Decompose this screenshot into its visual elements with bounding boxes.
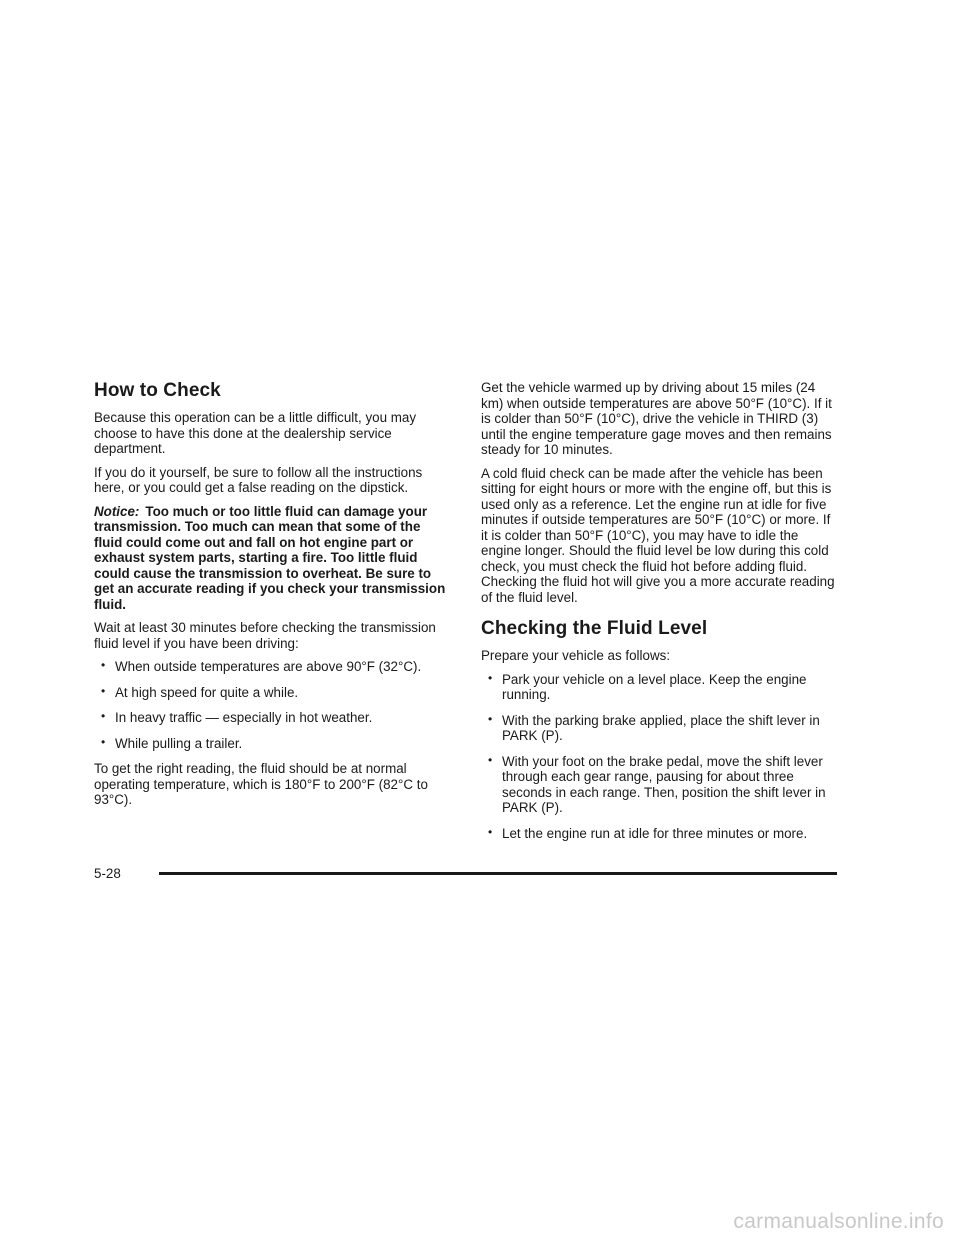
bullet-list bbox=[94, 659, 448, 751]
section-heading-checking-fluid-level: Checking the Fluid Level bbox=[481, 618, 708, 639]
bullet-icon: • bbox=[101, 709, 106, 723]
paragraph: If you do it yourself, be sure to follow all the instructions here, or you could get a false reading on the dipstick. bbox=[94, 464, 423, 495]
page-number: 5-28 bbox=[94, 866, 121, 881]
section-heading-how-to-check: How to Check bbox=[94, 380, 221, 401]
list-item-text: With your foot on the brake pedal, move the shift lever through each gear range, pausing for about three seconds in each range. Then, position the shift lever in PARK (P). bbox=[502, 753, 826, 815]
list-item-text: In heavy traffic — especially in hot weather. bbox=[115, 710, 373, 725]
bullet-icon: • bbox=[488, 711, 493, 726]
list-item bbox=[94, 685, 448, 701]
paragraph: Wait at least 30 minutes before checking the transmission fluid level if you have been driving: bbox=[94, 620, 436, 651]
bullet-icon: • bbox=[488, 752, 493, 767]
bullet-icon: • bbox=[101, 658, 106, 672]
list-item-text: While pulling a trailer. bbox=[115, 735, 243, 751]
bullet-icon: • bbox=[488, 824, 493, 839]
bullet-icon: • bbox=[488, 670, 493, 685]
bullet-icon: • bbox=[101, 683, 106, 698]
list-item-text: With the parking brake applied, place the shift lever in PARK (P). bbox=[502, 712, 820, 743]
list-item-text: When outside temperatures are above 90°F (32°C). bbox=[115, 659, 422, 674]
list-item bbox=[94, 710, 448, 726]
list-item bbox=[481, 713, 835, 744]
notice-paragraph bbox=[94, 504, 448, 613]
watermark: carmanualsonline.info bbox=[733, 1210, 944, 1233]
list-item bbox=[481, 826, 835, 842]
right-column bbox=[481, 380, 835, 851]
paragraph: To get the right reading, the fluid should be at normal operating temperature, which is 180°F to 200°F (82°C to 93°C). bbox=[94, 761, 428, 807]
list-item bbox=[481, 672, 835, 703]
footer-divider bbox=[159, 872, 837, 875]
list-item bbox=[94, 736, 448, 752]
list-item-text: At high speed for quite a while. bbox=[115, 684, 299, 700]
list-item bbox=[94, 659, 448, 675]
paragraph: Prepare your vehicle as follows: bbox=[481, 648, 671, 663]
list-item-text: Let the engine run at idle for three minutes or more. bbox=[502, 825, 808, 841]
paragraph: A cold fluid check can be made after the vehicle has been sitting for eight hours or more with the engine off, but this is used only as a reference. Let the engine run at idle for five minutes if outside temperatures are 50°F (10°C) or more. If it is colder than 50°F (10°C), you may have to idle the engine longer. Should the fluid level be low during this cold check, you must check the fluid hot before adding fluid. Checking the fluid hot will give you a more accurate reading of the fluid level. bbox=[481, 465, 835, 605]
notice-label: Notice: bbox=[94, 503, 140, 519]
notice-text: Too much or too little fluid can damage your transmission. Too much can mean that some of the fluid could come out and fall on hot engine part or exhaust system parts, starting a fire. Too little fluid could cause the transmission to overheat. Be sure to get an accurate reading if you check your transmission fluid. bbox=[94, 503, 446, 612]
list-item-text: Park your vehicle on a level place. Keep the engine running. bbox=[502, 671, 807, 702]
paragraph: Get the vehicle warmed up by driving about 15 miles (24 km) when outside temperatures are above 50°F (10°C). If it is colder than 50°F (10°C), drive the vehicle in THIRD (3) until the engine temperature gage moves and then remains steady for 10 minutes. bbox=[481, 380, 832, 457]
left-column bbox=[94, 380, 448, 816]
bullet-icon: • bbox=[101, 734, 106, 749]
list-item bbox=[481, 754, 835, 816]
paragraph: Because this operation can be a little difficult, you may choose to have this done at the dealership service department. bbox=[94, 410, 417, 456]
bullet-list bbox=[481, 672, 835, 842]
